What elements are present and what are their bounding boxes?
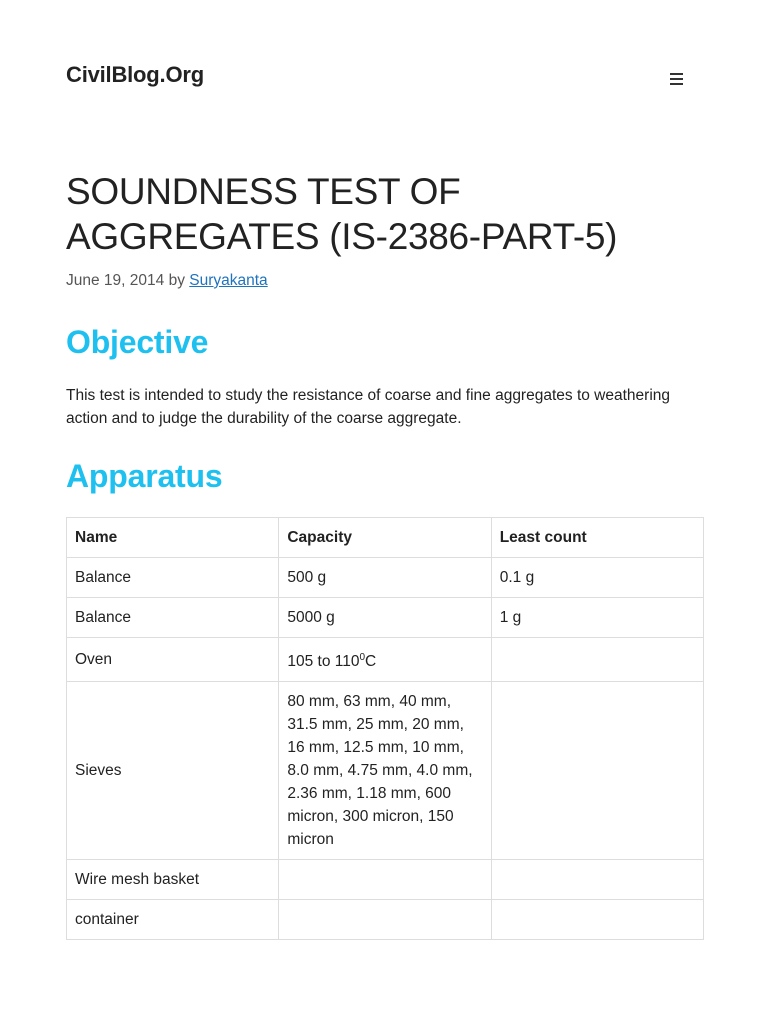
cell-capacity: 5000 g: [279, 598, 491, 638]
cell-least-count: 1 g: [491, 598, 703, 638]
cell-capacity: 80 mm, 63 mm, 40 mm, 31.5 mm, 25 mm, 20 mm, 16 mm, 12.5 mm, 10 mm, 8.0 mm, 4.75 mm, 4.0 mm, 2.36 mm, 1.18 mm, 600 micron, 300 micron, 150 micron: [279, 682, 491, 860]
cell-least-count: [491, 638, 703, 682]
capacity-unit: C: [365, 653, 377, 671]
post-meta: [66, 272, 704, 290]
site-header: [0, 0, 768, 155]
cell-capacity: [279, 860, 491, 900]
table-row: [67, 682, 704, 860]
table-row: [67, 638, 704, 682]
post-date: June 19, 2014: [66, 272, 165, 289]
column-header-name: Name: [67, 518, 279, 558]
table-row: [67, 860, 704, 900]
hamburger-menu-icon[interactable]: [665, 70, 687, 88]
post-by-label: by: [168, 272, 185, 289]
cell-name: Wire mesh basket: [67, 860, 279, 900]
cell-name: Balance: [67, 598, 279, 638]
objective-text: This test is intended to study the resistance of coarse and fine aggregates to weathering action and to judge the durability of the coarse aggregate.: [66, 387, 671, 427]
degree-superscript: 0: [359, 652, 366, 663]
table-row: [67, 900, 704, 940]
page-title: SOUNDNESS TEST OF AGGREGATES (IS-2386-PART-5): [66, 171, 618, 257]
apparatus-table: [66, 517, 704, 940]
cell-capacity: [279, 900, 491, 940]
table-row: [67, 558, 704, 598]
cell-least-count: 0.1 g: [491, 558, 703, 598]
cell-name: Oven: [67, 638, 279, 682]
column-header-capacity: Capacity: [279, 518, 491, 558]
table-header-row: [67, 518, 704, 558]
site-title-link[interactable]: CivilBlog.Org: [66, 62, 204, 87]
cell-name: Sieves: [67, 682, 279, 860]
cell-least-count: [491, 682, 703, 860]
cell-least-count: [491, 900, 703, 940]
author-link[interactable]: Suryakanta: [189, 272, 268, 289]
column-header-least-count: Least count: [491, 518, 703, 558]
cell-name: Balance: [67, 558, 279, 598]
cell-least-count: [491, 860, 703, 900]
cell-capacity: [279, 638, 491, 682]
objective-heading: Objective: [66, 324, 209, 360]
capacity-value: 105 to 110: [287, 653, 360, 671]
table-row: [67, 598, 704, 638]
cell-name: container: [67, 900, 279, 940]
apparatus-heading: Apparatus: [66, 458, 223, 494]
cell-capacity: 500 g: [279, 558, 491, 598]
article-content: [0, 169, 768, 940]
